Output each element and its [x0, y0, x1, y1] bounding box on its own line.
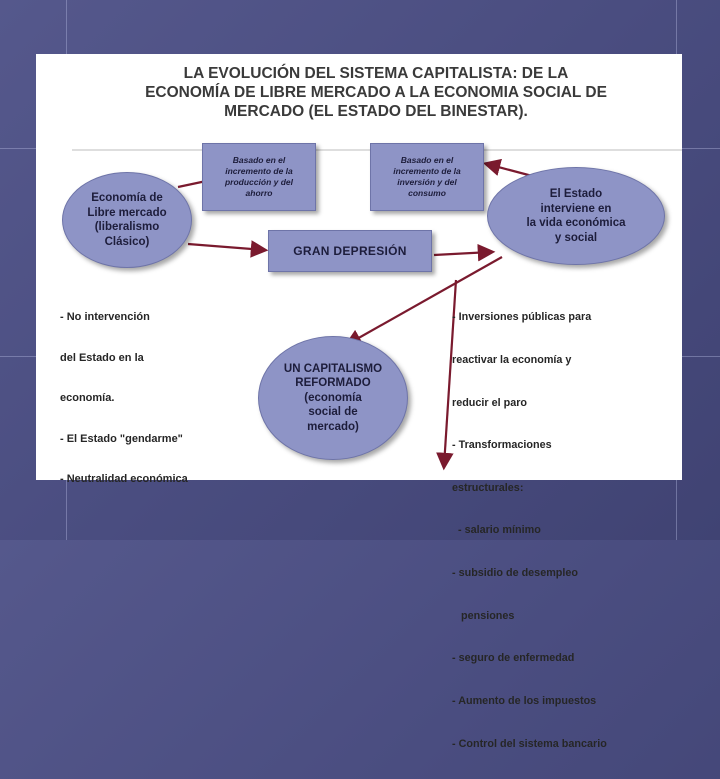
box-line: ahorro	[245, 188, 273, 198]
gran-depresion-box	[268, 230, 432, 272]
measure-line: - seguro de enfermedad	[452, 652, 575, 665]
feature-line: economía.	[60, 392, 115, 404]
libre-mercado-features	[60, 284, 188, 514]
ellipse-libre-mercado	[62, 172, 192, 268]
ellipse-line: (liberalismo	[94, 221, 160, 233]
ellipse-line: REFORMADO	[295, 377, 371, 390]
feature-line: - No intervención	[60, 311, 150, 323]
gran-depresion-label: GRAN DEPRESIÓN	[293, 244, 407, 258]
box-line: producción y del	[224, 177, 293, 187]
measure-line: estructurales:	[452, 481, 524, 494]
arrow-libre-to-depresion	[188, 244, 264, 250]
ellipse-line: la vida económica	[526, 217, 626, 229]
measure-line: - subsidio de desempleo	[452, 567, 578, 580]
measure-line: reactivar la economía y	[452, 354, 572, 367]
ellipse-line: UN CAPITALISMO	[283, 362, 383, 375]
measure-line: - Inversiones públicas para	[452, 311, 592, 324]
box-line: Basado en el	[232, 155, 286, 165]
ellipse-estado	[487, 167, 665, 265]
ellipse-line: El Estado	[549, 188, 603, 200]
ellipse-line: (economía	[304, 391, 362, 404]
box-ahorro	[202, 143, 316, 211]
measure-line: pensiones	[452, 609, 515, 622]
feature-line: - El Estado "gendarme"	[60, 432, 183, 445]
arrow-depresion-to-estado	[434, 252, 491, 255]
measure-line: reducir el paro	[452, 396, 528, 409]
ellipse-line: y social	[554, 231, 598, 244]
box-line: inversión y del	[397, 177, 457, 187]
slide-canvas	[36, 54, 682, 750]
measure-line: - salario mínimo	[452, 524, 541, 537]
box-consumo	[370, 143, 484, 211]
box-line: incremento de la	[393, 166, 461, 176]
measure-line: - Control del sistema bancario	[452, 737, 607, 750]
title-line: ECONOMÍA DE LIBRE MERCADO A LA ECONOMIA SOCIAL DE	[145, 84, 607, 101]
box-line: consumo	[408, 188, 446, 198]
ellipse-line: mercado)	[307, 420, 359, 433]
feature-line: del Estado en la	[60, 351, 144, 364]
estado-measures-list	[452, 282, 607, 779]
box-line: Basado en el	[400, 155, 454, 165]
box-line: incremento de la	[225, 166, 293, 176]
ellipse-capitalismo-reformado	[258, 336, 408, 460]
title-line: MERCADO (EL ESTADO DEL BINESTAR).	[224, 103, 528, 120]
ellipse-line: interviene en	[540, 202, 612, 215]
measure-line: - Aumento de los impuestos	[452, 694, 597, 707]
ellipse-line: Clásico)	[104, 235, 150, 248]
feature-line: - Neutralidad económica	[60, 473, 188, 485]
ellipse-line: Libre mercado	[87, 206, 167, 219]
measure-line: - Transformaciones	[452, 439, 552, 452]
title-line: LA EVOLUCIÓN DEL SISTEMA CAPITALISTA: DE LA	[183, 65, 569, 82]
ellipse-line: social de	[308, 406, 358, 419]
ellipse-line: Economía de	[91, 192, 163, 204]
